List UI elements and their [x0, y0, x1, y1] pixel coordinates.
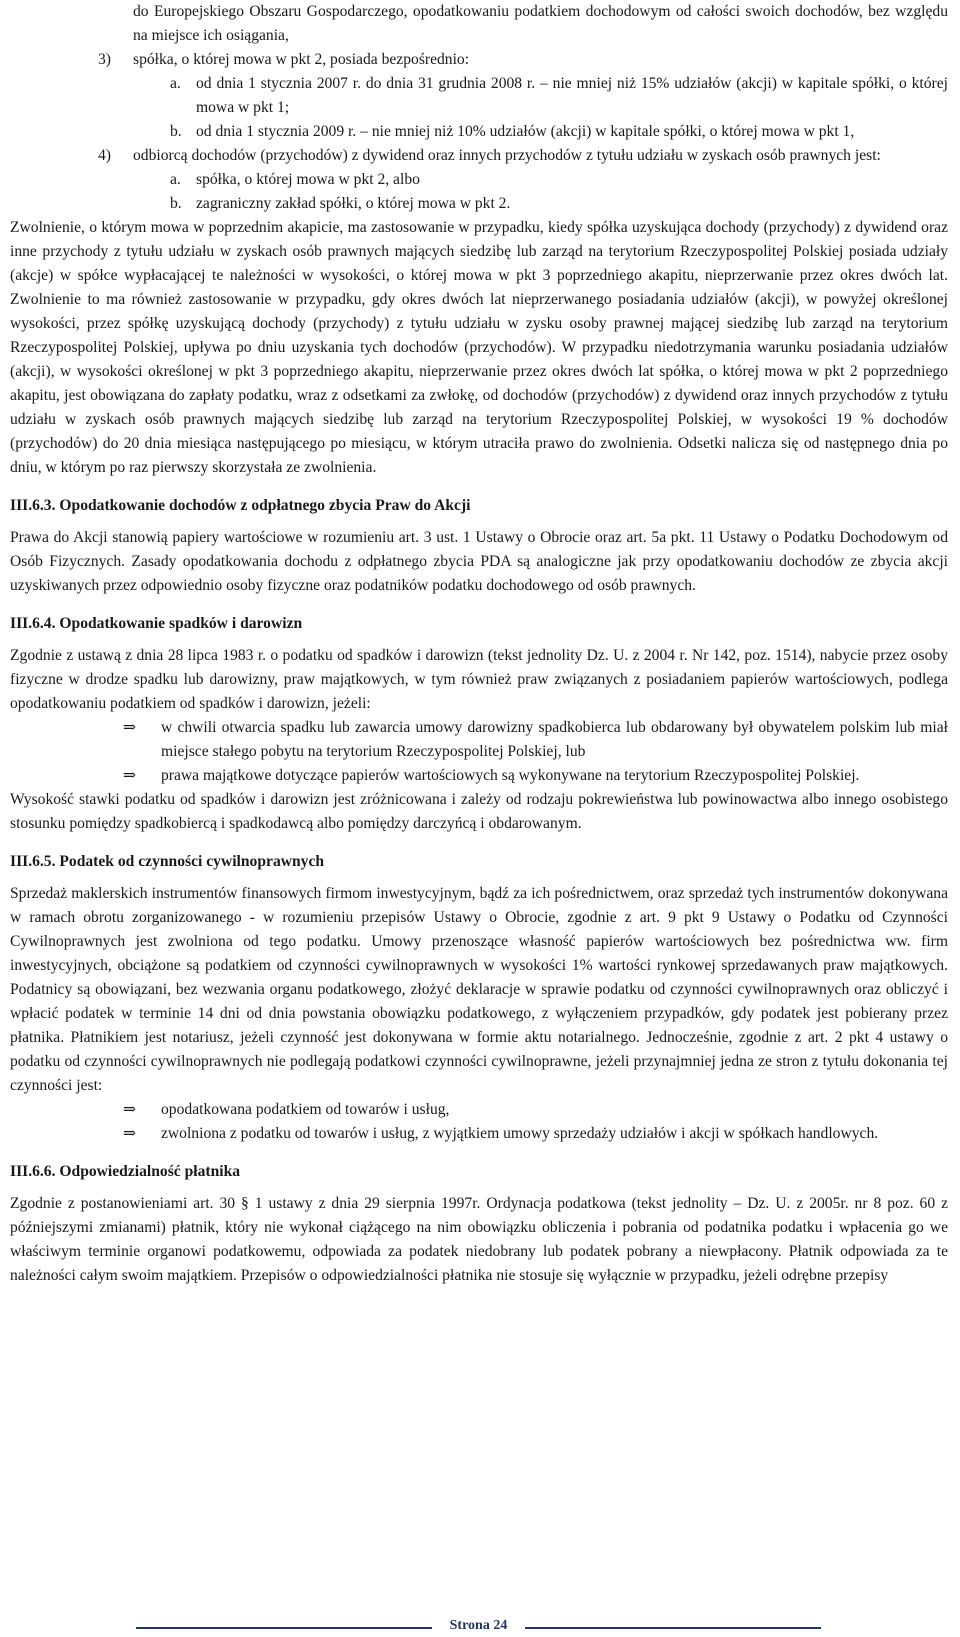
sub-letter: a.: [170, 75, 181, 92]
sub-item-text: zagraniczny zakład spółki, o której mowa w pkt 2.: [196, 195, 511, 212]
paragraph-section-5: Sprzedaż maklerskich instrumentów finansowych firmom inwestycyjnym, bądź za ich pośrednictwem, oraz sprzedaż tych instrumentów dokonywana w ramach obrotu zorganizowanego - w rozumieniu przepisów Ustawy o Obrocie, zgodnie z art. 9 pkt 9 Ustawy o Podatku od Czynności Cywilnoprawnych jest zwolniona od tego podatku. Umowy przenoszące własność papierów wartościowych bez pośrednictwa ww. firm inwestycyjnych, obciążone są podatkiem od czynności cywilnoprawnych w wysokości 1% wartości rynkowej sprzedawanych praw majątkowych. Podatnicy są obowiązani, bez wezwania organu podatkowego, złożyć deklaracje w sprawie podatku od czynności cywilnoprawnych oraz obliczyć i wpłacić podatek w terminie 14 dni od dnia powstania obowiązku podatkowego, z wyłączeniem przypadków, gdy podatek jest pobierany przez płatnika. Płatnikiem jest notariusz, jeżeli czynność jest dokonywana w formie aktu notarialnego. Jednocześnie, zgodnie z art. 2 pkt 4 ustawy o podatku od czynności cywilnoprawnych nie podlegają podatkowi czynności cywilnoprawne, jeżeli przynajmniej jedna ze stron z tytułu dokonania tej czynności jest:: [10, 885, 948, 1094]
sub-letter: b.: [170, 123, 182, 140]
list-number: 3): [98, 51, 111, 68]
paragraph-section-4-rates: Wysokość stawki podatku od spadków i darowizn jest zróżnicowana i zależy od rodzaju pokrewieństwa lub powinowactwa albo innego osobistego stosunku pomiędzy spadkobiercą i spadkodawcą albo pomiędzy darczyńcą i obdarowanym.: [10, 791, 948, 832]
bullet-text: zwolniona z podatku od towarów i usług, z wyjątkiem umowy sprzedaży udziałów i akcji w spółkach handlowych.: [161, 1125, 879, 1142]
sub-item-3a: [10, 72, 948, 120]
footer-rule-right: [525, 1627, 821, 1629]
arrow-icon: ⇒: [123, 1101, 137, 1118]
sub-letter: a.: [170, 171, 181, 188]
bullet-item: [10, 764, 948, 788]
paragraph-zwolnienie: Zwolnienie, o którym mowa w poprzednim akapicie, ma zastosowanie w przypadku, kiedy spółka uzyskująca dochody (przychody) z dywidend oraz inne przychody z tytułu udziału w zyskach osób prawnych mających siedzibę lub zarząd na terytorium Rzeczypospolitej Polskiej posiada udziały (akcje) w spółce wypłacającej te należności w wysokości, o której mowa w pkt 3 poprzedniego akapitu, nieprzerwanie przez okres dwóch lat. Zwolnienie to ma również zastosowanie w przypadku, gdy okres dwóch lat nieprzerwanego posiadania udziałów (akcji), w powyżej określonej wysokości, przez spółkę uzyskującą dochody (przychody) z tytułu udziału w zysku osoby prawnej mającej siedzibę lub zarząd na terytorium Rzeczypospolitej Polskiej, upływa po dniu uzyskania tych dochodów (przychodów). W przypadku niedotrzymania warunku posiadania udziałów (akcji), w wysokości określonej w pkt 3 poprzedniego akapitu, nieprzerwanie przez okres dwóch lat spółka, o której mowa w pkt 2 poprzedniego akapitu, jest obowiązana do zapłaty podatku, wraz z odsetkami za zwłokę, od dochodów (przychodów) z dywidend oraz innych przychodów z tytułu udziału w zyskach osób prawnych mających siedzibę lub zarząd na terytorium Rzeczypospolitej Polskiej, w wysokości 19 % dochodów (przychodów) do 20 dnia miesiąca następującego po miesiącu, w którym utraciła prawo do zwolnienia. Odsetki nalicza się od następnego dnia po dniu, w którym po raz pierwszy skorzystała ze zwolnienia.: [10, 219, 948, 476]
list-item-text: odbiorcą dochodów (przychodów) z dywidend oraz innych przychodów z tytułu udziału w zyskach osób prawnych jest:: [133, 147, 881, 164]
sub-item-4b: [10, 192, 948, 216]
arrow-icon: ⇒: [123, 767, 137, 784]
bullet-item: [10, 1122, 948, 1146]
section-heading-6: III.6.6. Odpowiedzialność płatnika: [10, 1163, 241, 1180]
bullet-item: [10, 1098, 948, 1122]
section-heading-5: III.6.5. Podatek od czynności cywilnoprawnych: [10, 853, 325, 870]
sub-item-text: od dnia 1 stycznia 2007 r. do dnia 31 grudnia 2008 r. – nie mniej niż 15% udziałów (akcji) w kapitale spółki, o której mowa w pkt 1;: [196, 75, 948, 116]
section-heading-3: III.6.3. Opodatkowanie dochodów z odpłatnego zbycia Praw do Akcji: [10, 497, 471, 514]
paragraph-section-3: Prawa do Akcji stanowią papiery wartościowe w rozumieniu art. 3 ust. 1 Ustawy o Obrocie oraz art. 5a pkt. 11 Ustawy o Podatku Dochodowym od Osób Fizycznych. Zasady opodatkowania dochodu z odpłatnego zbycia PDA są analogiczne jak przy opodatkowaniu dochodów ze zbycia akcji uzyskiwanych przez odpowiednio osoby fizyczne oraz podatników podatku dochodowego od osób prawnych.: [10, 529, 948, 594]
sub-item-text: od dnia 1 stycznia 2009 r. – nie mniej niż 10% udziałów (akcji) w kapitale spółki, o której mowa w pkt 1,: [196, 123, 855, 140]
paragraph-section-4: Zgodnie z ustawą z dnia 28 lipca 1983 r. o podatku od spadków i darowizn (tekst jednolity Dz. U. z 2004 r. Nr 142, poz. 1514), nabycie przez osoby fizyczne w drodze spadku lub darowizny, praw majątkowych, w tym również praw związanych z posiadaniem papierów wartościowych, podlega opodatkowaniu podatkiem od spadków i darowizn, jeżeli:: [10, 647, 948, 712]
sub-letter: b.: [170, 195, 182, 212]
document-page: [10, 0, 948, 1288]
sub-item-text: spółka, o której mowa w pkt 2, albo: [196, 171, 420, 188]
list-item-4: [10, 144, 948, 168]
arrow-icon: ⇒: [123, 1125, 137, 1142]
page-number: Strona 24: [449, 1618, 508, 1633]
arrow-icon: ⇒: [123, 719, 137, 736]
list-number: 4): [98, 147, 111, 164]
list-item-text: spółka, o której mowa w pkt 2, posiada bezpośrednio:: [133, 51, 470, 68]
sub-item-4a: [10, 168, 948, 192]
bullet-text: opodatkowana podatkiem od towarów i usług,: [161, 1101, 450, 1118]
sub-item-3b: [10, 120, 948, 144]
paragraph-intro-tail: do Europejskiego Obszaru Gospodarczego, opodatkowaniu podatkiem dochodowym od całości swoich dochodów, bez względu na miejsce ich osiągania,: [133, 3, 948, 44]
page-footer: [0, 1616, 960, 1636]
list-item-3: [10, 48, 948, 72]
footer-rule-left: [136, 1627, 432, 1629]
bullet-text: w chwili otwarcia spadku lub zawarcia umowy darowizny spadkobierca lub obdarowany był obywatelem polskim lub miał miejsce stałego pobytu na terytorium Rzeczypospolitej Polskiej, lub: [161, 719, 948, 760]
section-heading-4: III.6.4. Opodatkowanie spadków i darowizn: [10, 615, 303, 632]
bullet-text: prawa majątkowe dotyczące papierów wartościowych są wykonywane na terytorium Rzeczypospolitej Polskiej.: [161, 767, 860, 784]
bullet-item: [10, 716, 948, 764]
paragraph-section-6: Zgodnie z postanowieniami art. 30 § 1 ustawy z dnia 29 sierpnia 1997r. Ordynacja podatkowa (tekst jednolity – Dz. U. z 2005r. nr 8 poz. 60 z późniejszymi zmianami) płatnik, który nie wykonał ciążącego na nim obowiązku obliczenia i pobrania od podatnika podatku i wpłacenia go we właściwym terminie organowi podatkowemu, odpowiada za podatek niedobrany lub podatek pobrany a niewpłacony. Płatnik odpowiada za te należności całym swoim majątkiem. Przepisów o odpowiedzialności płatnika nie stosuje się wyłącznie w przypadku, jeżeli odrębne przepisy: [10, 1195, 948, 1284]
